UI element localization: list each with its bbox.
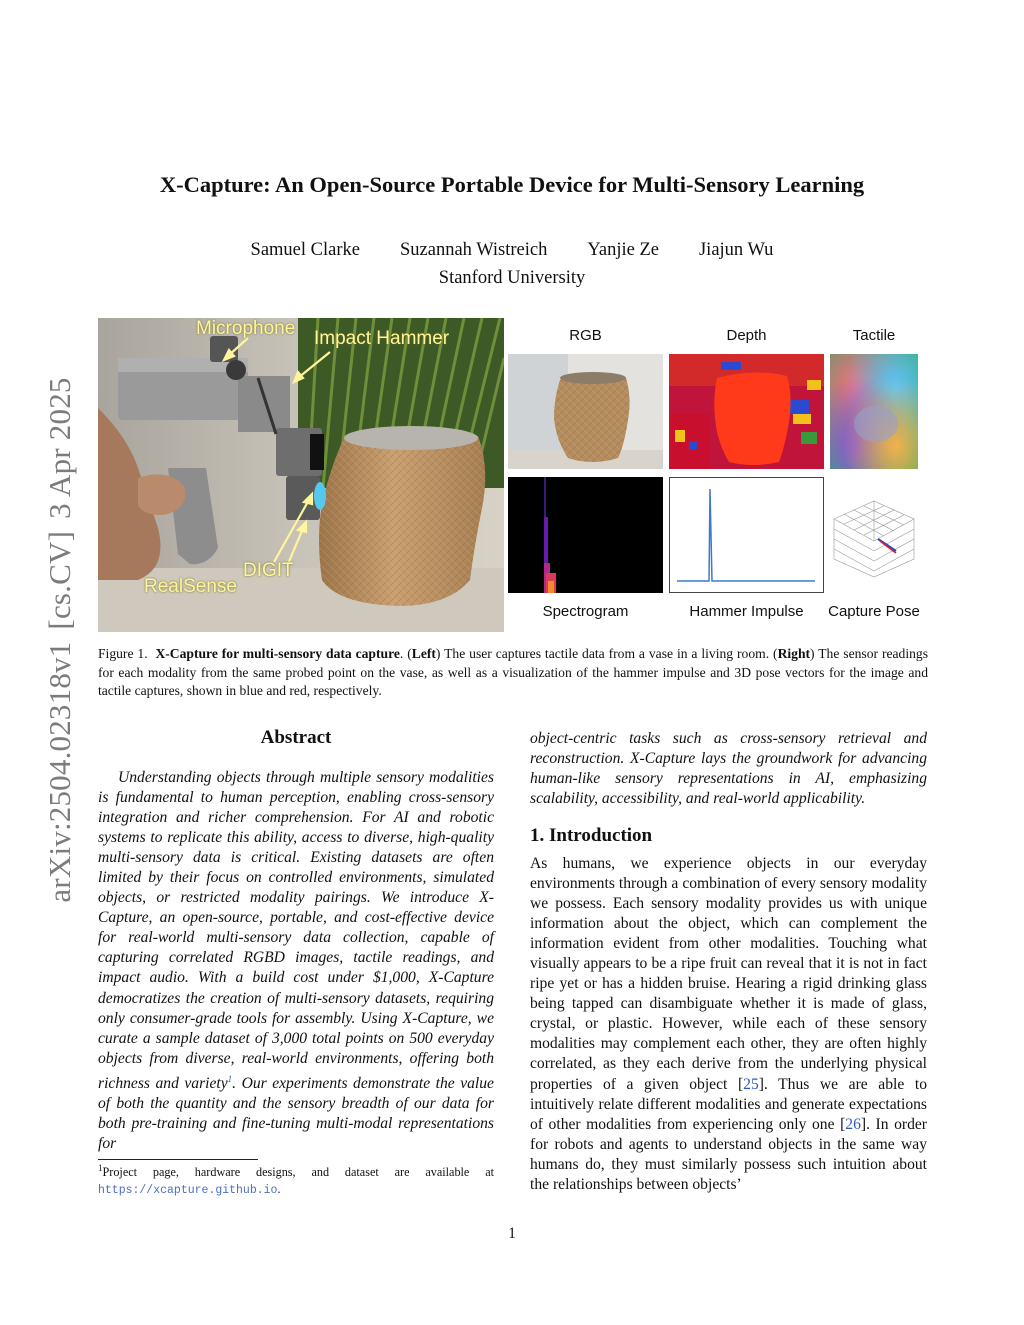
author-list (0, 240, 1024, 261)
intro-text-b: ]. Thus we are able to intuitively relate different modalities and generate expectations of other modalities from experiencing only one [ (530, 1075, 927, 1133)
author: Samuel Clarke (250, 240, 360, 260)
affiliation: Stanford University (438, 268, 586, 288)
panel-header-rgb: RGB (569, 327, 602, 344)
tactile-pose-vector (880, 541, 896, 553)
panel-footer-spectrogram: Spectrogram (542, 603, 629, 620)
author: Yanjie Ze (587, 240, 659, 260)
label-microphone: Microphone (196, 318, 296, 339)
hammer-impulse-plot (669, 477, 824, 593)
abstract-heading: Abstract (260, 727, 332, 748)
citation-link[interactable]: 25 (743, 1075, 759, 1093)
depth-image (669, 354, 824, 469)
caption-label: Figure 1. (98, 646, 148, 661)
footnote-text: Project page, hardware designs, and dataset are available at (102, 1165, 494, 1180)
rgb-image (508, 354, 663, 469)
arxiv-id: arXiv:2504.02318v1 (42, 641, 77, 903)
abstract-continuation: object-centric tasks such as cross-sensory retrieval and reconstruction. X-Capture lays the groundwork for advancing human-like sensory representations in AI, emphasizing scalability, accessibility, and real-world applicability. (530, 730, 927, 808)
intro-text-a: As humans, we experience objects in our everyday environments through a combination of every sensory modality we possess. Each sensory modality provides us with unique information about the object, which can complement the information evident from other modalities. Touching what visually appears to be a ripe fruit can reveal that it is not in fact ripe yet or has a hidden bruise. Hearing a rigid drinking glass being tapped can disambiguate whether it is made of glass, crystal, or plastic. However, while each of these sensory modalities may complement each other, they are often highly correlated, as they each derive from the underlying physical properties of a given object [ (530, 855, 927, 1093)
panel-footer-hammer-impulse: Hammer Impulse (689, 603, 804, 620)
tactile-image (830, 354, 918, 469)
panel-header-tactile: Tactile (852, 327, 896, 344)
author: Suzannah Wistreich (399, 240, 548, 260)
footnote-mark: 1 (98, 1163, 103, 1173)
panel-footer-capture-pose: Capture Pose (828, 603, 920, 620)
author: Jiajun Wu (698, 240, 774, 260)
label-realsense: RealSense (144, 576, 237, 597)
device-photo (98, 318, 504, 632)
intro-text-c: ]. In order for robots and agents to understand objects in the same way humans do, they must similarly possess such intuition about the relationships between objects’ (530, 1115, 928, 1193)
caption-left-tag: Left (411, 646, 436, 661)
capture-pose-plot (830, 495, 918, 583)
panel-header-depth: Depth (726, 327, 767, 344)
abstract-body (98, 768, 494, 1154)
figure-caption: Figure 1. X-Capture for multi-sensory data capture. (Left) The user captures tactile data from a vase in a living room. (Right) The sensor readings for each modality from the same probed point on the vase, as well as a visualization of the hammer impulse and 3D pose vectors for the image and tactile captures, shown in blue and red, respectively. (98, 646, 928, 698)
arxiv-category: [cs.CV] (42, 530, 77, 630)
arxiv-side-stamp (42, 330, 78, 950)
caption-title: X-Capture for multi-sensory data capture (155, 646, 400, 661)
introduction-heading: 1. Introduction (530, 825, 653, 846)
page-number: 1 (508, 1225, 516, 1242)
caption-right-text: The sensor readings for each modality from the same probed point on the vase, as well as a visualization of the hammer impulse and 3D pose vectors for the image and tactile captures, shown in blue and red, respectively. (98, 646, 928, 698)
footnote (98, 1160, 494, 1199)
introduction-body (530, 854, 927, 1195)
spectrogram-image (508, 477, 663, 593)
label-impact-hammer: Impact Hammer (314, 328, 450, 349)
project-url-link[interactable]: https://xcapture.github.io (98, 1184, 278, 1198)
arxiv-date: 3 Apr 2025 (42, 377, 77, 519)
footnote-end: . (277, 1182, 281, 1197)
caption-left-text: The user captures tactile data from a vase in a living room. (444, 646, 770, 661)
citation-link[interactable]: 26 (845, 1115, 861, 1133)
paper-title: X-Capture: An Open-Source Portable Device for Multi-Sensory Learning (159, 172, 865, 197)
abstract-text-b: . Our experiments demonstrate the value of both the quantity and the sensory breadth of our data for both pre-training and fine-tuning multi-modal representations for (98, 1074, 494, 1153)
abstract-footnote-mark: 1 (227, 1073, 233, 1084)
abstract-text-a: Understanding objects through multiple sensory modalities is fundamental to human perception, enabling cross-sensory integration and richer comprehension. For AI and robotic systems to replicate this ability, access to diverse, high-quality multi-sensory data is critical. Existing datasets are often limited by their focus on controlled environments, simulated objects, or restricted modality pairings. We introduce X-Capture, an open-source, portable, and cost-effective device for real-world multi-sensory data collection, capable of capturing correlated RGBD images, tactile readings, and impact audio. With a build cost under $1,000, X-Capture democratizes the creation of multi-sensory datasets, requiring only consumer-grade tools for assembly. Using X-Capture, we curate a sample dataset of 3,000 total points on 500 everyday objects from diverse, real-world environments, offering both richness and variety (98, 769, 494, 1092)
caption-right-tag: Right (777, 646, 811, 661)
label-digit: DIGIT (243, 560, 294, 581)
